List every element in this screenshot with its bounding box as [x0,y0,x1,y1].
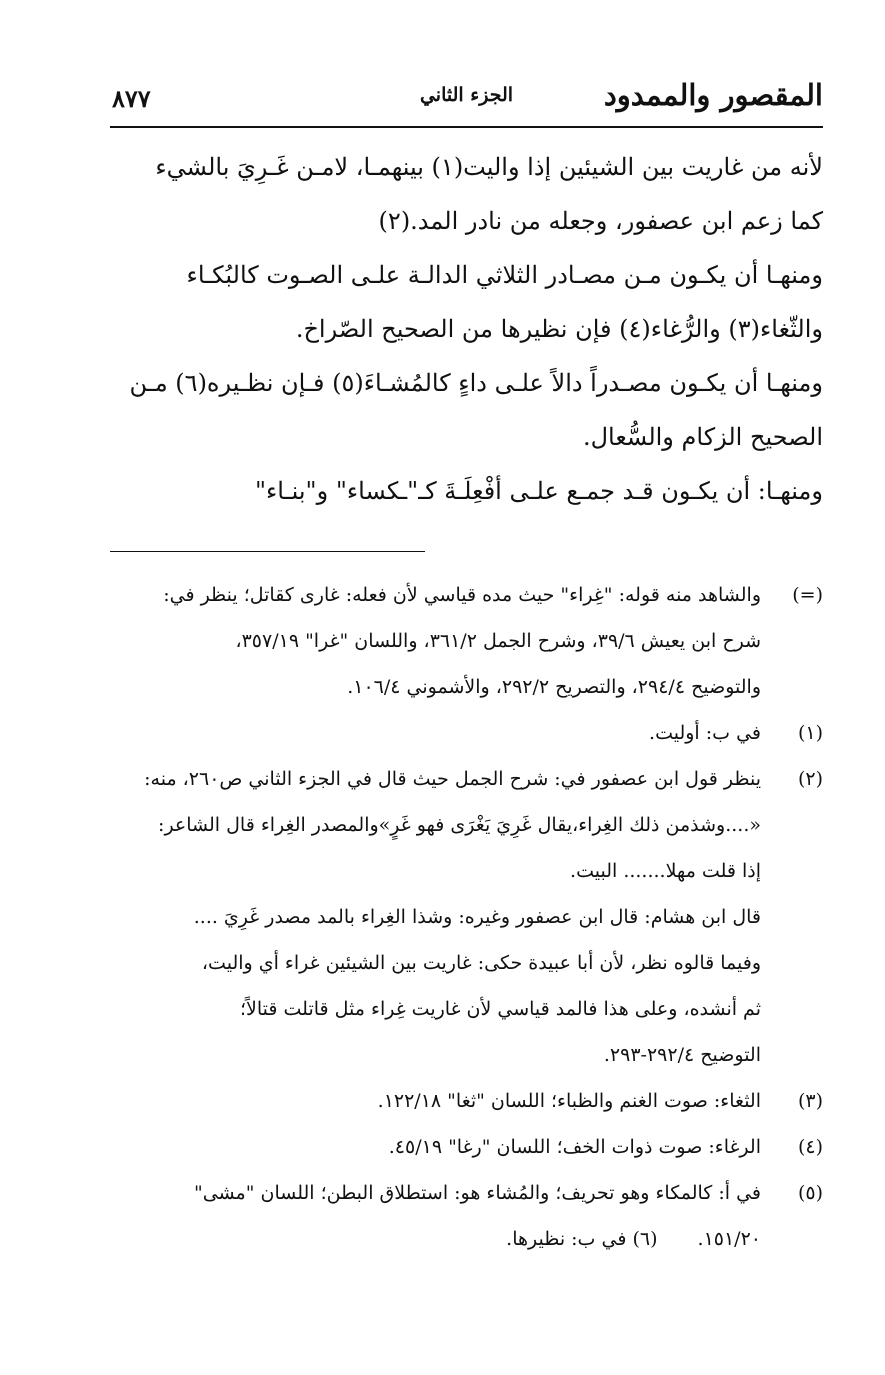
footnote-4 [110,1124,823,1170]
footnote-6 [506,1216,657,1262]
footnote-line: في ب: أوليت. [649,722,761,744]
footnote-3 [110,1078,823,1124]
footnote-5-end: ١٥١/٢٠. [697,1228,761,1250]
text-line: كما زعم ابن عصفور، وجعله من نادر المد.(٢) [378,207,823,235]
footnote-text: في ب: نظيرها. [506,1228,627,1250]
footnote-line: والشاهد منه قوله: "غِراء" حيث مده قياسي لأن فعله: غارى كقاتل؛ ينظر في: [163,584,761,606]
footnote-number: (٤) [797,1136,823,1158]
footnote-line: والتوضيح ٢٩٤/٤، والتصريح ٢٩٢/٢، والأشموني ١٠٦/٤. [347,676,761,698]
footnote-text [110,710,761,756]
footnote-number: (٥) [797,1182,823,1204]
page-number: ٨٧٧ [112,84,151,113]
book-title: المقصور والممدود [603,78,823,112]
footnote-line: في أ: كالمكاء وهو تحريف؛ والمُشاء هو: استطلاق البطن؛ اللسان "مشى" [194,1182,761,1204]
main-text [110,140,823,518]
footnote-line: إذا قلت مهلا....... البيت. [570,860,761,882]
paragraph-2 [110,248,823,356]
footnote-text [110,1170,761,1216]
paragraph-4 [110,464,823,518]
footnote-text [110,572,761,710]
part-label: الجزء الثاني [419,84,514,106]
footnote-line: التوضيح ٢٩٢/٤-٢٩٣. [603,1044,761,1066]
footnote-text [110,1124,761,1170]
footnote-5 [110,1170,823,1216]
footnote-text [110,1078,761,1124]
footnote-2 [110,756,823,894]
text-line: والثّغاء(٣) والرُّغاء(٤) فإن نظيرها من الصحيح الصّراخ. [295,315,823,343]
footnote-line: وفيما قالوه نظر، لأن أبا عبيدة حكى: غاريت بين الشيئين غراء أي واليت، [201,952,761,974]
paragraph-1 [110,140,823,248]
page-header [110,70,823,128]
footnote-line: شرح ابن يعيش ٣٩/٦، وشرح الجمل ٣٦١/٢، واللسان "غرا" ٣٥٧/١٩، [235,630,761,652]
footnote-line: «....وشذمن ذلك الغِراء،يقال غَرِيَ يَغْرَى فهو غَرٍ»والمصدر الغِراء قال الشاعر: [158,814,761,836]
footnote-line: ثم أنشده، وعلى هذا فالمد قياسي لأن غاريت غِراء مثل قاتلت قتالاً؛ [240,998,761,1020]
footnote-number: (٢) [797,768,823,790]
footnote-number: (=) [792,584,823,606]
text-line: الصحيح الزكام والسُّعال. [582,423,823,451]
footnote-divider [110,551,425,552]
footnote-number: (١) [797,722,823,744]
text-line: لأنه من غاريت بين الشيئين إذا واليت(١) بينهمـا، لامـن غَـرِيَ بالشيء [155,153,823,181]
footnote-2-continuation [110,894,761,1078]
footnote-number: (٣) [797,1090,823,1112]
footnote-line: الرغاء: صوت ذوات الخف؛ اللسان "رغا" ٤٥/١٩. [388,1136,761,1158]
footnotes [110,572,823,1262]
text-line: ومنهـا أن يكـون مصـدراً دالاً علـى داءٍ كالمُشـاءَ(٥) فـإن نظـيره(٦) مـن [129,369,823,397]
footnote-line: قال ابن هشام: قال ابن عصفور وغيره: وشذا الغِراء بالمد مصدر غَرِيَ .... [193,906,761,928]
footnote-line: الثغاء: صوت الغنم والظباء؛ اللسان "ثغا" ١٢٢/١٨. [377,1090,761,1112]
footnote-1 [110,710,823,756]
text-line: ومنهـا: أن يكـون قـد جمـع علـى أفْعِلَـةَ كـ"ـكساء" و"بنـاء" [254,477,823,505]
paragraph-3 [110,356,823,464]
footnote-final-line [110,1216,761,1262]
footnote-number: (٦) [632,1228,658,1250]
text-line: ومنهـا أن يكـون مـن مصـادر الثلاثي الدالـة علـى الصـوت كالبُكـاء [186,261,823,289]
footnote-text [110,756,761,894]
footnote-continued [110,572,823,710]
footnote-line: ينظر قول ابن عصفور في: شرح الجمل حيث قال في الجزء الثاني ص٢٦٠، منه: [144,768,761,790]
